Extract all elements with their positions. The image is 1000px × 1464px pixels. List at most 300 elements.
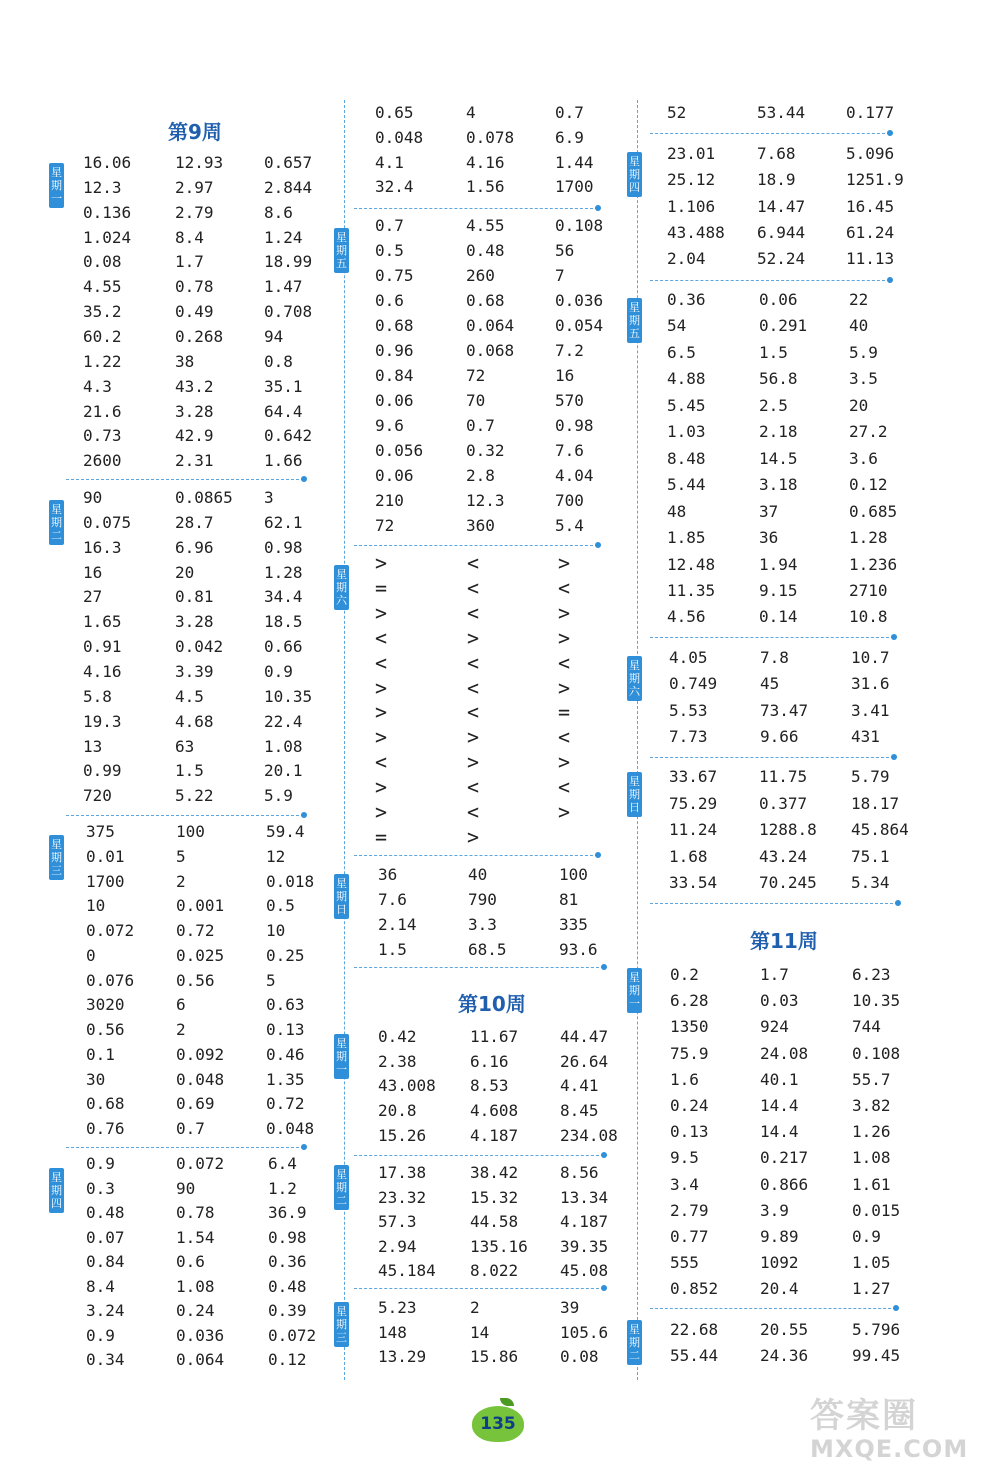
answer-cell: 0.048	[266, 1119, 315, 1138]
answer-cell: 3.18	[759, 475, 798, 495]
answer-cell: 0.56	[86, 1020, 125, 1039]
answer-cell: 1.65	[83, 612, 122, 632]
answer-cell: 22.4	[264, 711, 303, 731]
answer-cell: 52.24	[757, 249, 806, 269]
answer-cell: 0.7	[375, 216, 404, 235]
answer-cell: 1.7	[760, 965, 789, 984]
separator	[66, 815, 304, 816]
answer-cell: 0.25	[266, 945, 305, 965]
answer-cell: 30	[86, 1069, 106, 1089]
answer-cell: 35.2	[83, 302, 122, 322]
answer-cell: 0.06	[759, 290, 798, 309]
answer-cell: 3.24	[86, 1301, 125, 1320]
answer-cell: 4.55	[83, 277, 122, 297]
answer-cell: 0.054	[555, 316, 604, 335]
answer-cell: =	[375, 575, 388, 600]
answer-cell: 11.75	[759, 767, 808, 786]
day-tag-c3-fri: 星期五	[627, 298, 642, 343]
answer-cell: 720	[83, 786, 112, 806]
leaf-icon	[500, 1398, 514, 1406]
answer-cell: 0.9	[852, 1227, 881, 1246]
answer-cell: >	[558, 600, 571, 625]
answer-cell: 19.3	[83, 711, 122, 731]
answer-cell: 0.9	[86, 1325, 115, 1345]
answer-cell: 52	[667, 103, 687, 122]
answer-cell: 0.072	[268, 1325, 317, 1345]
answer-cell: 335	[559, 915, 588, 934]
answer-cell: 2.31	[175, 451, 214, 471]
answer-cell: 0.5	[375, 241, 404, 260]
answer-cell: 20	[849, 395, 869, 415]
separator	[66, 1147, 304, 1148]
answer-cell: 2.79	[175, 202, 214, 222]
answer-cell: 8.45	[560, 1101, 599, 1121]
answer-cell: 55.44	[670, 1346, 719, 1366]
answer-cell: 0.064	[176, 1350, 225, 1369]
answer-cell: 6.5	[667, 342, 696, 362]
answer-cell: 38.42	[470, 1163, 519, 1182]
answer-cell: 1.08	[176, 1276, 215, 1296]
answer-cell: >	[467, 625, 480, 650]
answer-cell: 2.97	[175, 177, 214, 197]
answer-cell: 0.6	[375, 291, 404, 310]
answer-cell: 148	[378, 1322, 407, 1342]
watermark-line1: 答案圈	[810, 1396, 918, 1436]
answer-cell: 4.05	[669, 648, 708, 667]
answer-cell: 20.1	[264, 761, 303, 781]
answer-cell: 0.1	[86, 1044, 115, 1064]
answer-cell: <	[558, 725, 571, 750]
answer-cell: >	[375, 725, 388, 750]
answer-cell: 70	[466, 391, 486, 410]
answer-cell: 5.8	[83, 686, 112, 706]
answer-cell: 2	[176, 1020, 186, 1039]
answer-cell: 36	[759, 528, 779, 548]
answer-cell: 4.68	[175, 711, 214, 731]
answer-cell: 60.2	[83, 326, 122, 346]
answer-cell: 1.44	[555, 152, 594, 172]
answer-cell: 1.6	[670, 1069, 699, 1089]
answer-cell: 0.068	[466, 341, 515, 360]
answer-cell: 45	[760, 674, 780, 694]
answer-cell: 0.078	[466, 127, 515, 147]
answer-cell: 0.08	[83, 252, 122, 272]
answer-cell: 1.85	[667, 528, 706, 548]
answer-cell: 12	[266, 846, 286, 866]
answer-cell: 9.15	[759, 580, 798, 600]
answer-cell: 1.27	[852, 1279, 891, 1299]
answer-cell: 1700	[86, 871, 125, 891]
answer-cell: 0.84	[375, 366, 414, 385]
answer-cell: 790	[468, 890, 497, 909]
answer-cell: 27.2	[849, 422, 888, 442]
answer-cell: 5.23	[378, 1298, 417, 1317]
answer-cell: 700	[555, 491, 584, 510]
answer-cell: 16.06	[83, 153, 132, 172]
answer-cell: 1.5	[175, 761, 204, 781]
answer-cell: 33.67	[669, 767, 718, 786]
answer-cell: 3.82	[852, 1096, 891, 1115]
answer-cell: 0.98	[264, 537, 303, 557]
answer-cell: 20.55	[760, 1320, 809, 1339]
separator	[650, 757, 894, 758]
answer-cell: 0.291	[759, 316, 808, 336]
answer-cell: 5.44	[667, 475, 706, 495]
separator	[354, 545, 598, 546]
answer-cell: 17.38	[378, 1163, 427, 1182]
answer-cell: >	[467, 725, 480, 750]
answer-cell: 0.24	[176, 1301, 215, 1320]
answer-cell: 0.78	[175, 277, 214, 297]
answer-cell: 210	[375, 491, 404, 510]
answer-cell: 6.28	[670, 991, 709, 1011]
week-10-title: 第10周	[458, 992, 526, 1016]
answer-cell: <	[467, 700, 480, 725]
answer-cell: 0.018	[266, 871, 315, 891]
answer-cell: 68.5	[468, 940, 507, 959]
answer-cell: 31.6	[851, 674, 890, 694]
answer-cell: 72	[466, 366, 486, 385]
answer-cell: 2.18	[759, 422, 798, 442]
answer-cell: 0.01	[86, 846, 125, 866]
answer-cell: 0.9	[86, 1154, 115, 1173]
answer-cell: 0.75	[375, 266, 414, 285]
day-tag-mon: 星期一	[49, 163, 64, 208]
answer-cell: 12.93	[175, 153, 224, 172]
answer-cell: 4.04	[555, 466, 594, 485]
answer-cell: 0.042	[175, 637, 224, 657]
answer-cell: 1.56	[466, 177, 505, 197]
day-tag-w10-tue: 星期二	[334, 1165, 349, 1210]
answer-cell: 18.17	[851, 793, 900, 813]
answer-cell: 0.0865	[175, 488, 233, 507]
answer-cell: 0.76	[86, 1119, 125, 1138]
answer-cell: 0.657	[264, 153, 313, 172]
answer-cell: 0.075	[83, 512, 132, 532]
answer-cell: >	[375, 551, 388, 575]
answer-cell: 0.7	[555, 103, 584, 122]
answer-cell: 11.13	[846, 249, 895, 269]
answer-cell: 0.96	[375, 341, 414, 360]
answer-cell: 0.24	[670, 1096, 709, 1115]
answer-cell: >	[558, 551, 571, 575]
answer-cell: 4.608	[470, 1101, 519, 1121]
answer-cell: 5.4	[555, 516, 584, 535]
answer-cell: 7.6	[378, 890, 407, 909]
answer-cell: 5	[176, 846, 186, 866]
answer-cell: 24.36	[760, 1346, 809, 1366]
answer-cell: 3.28	[175, 401, 214, 421]
answer-cell: 360	[466, 516, 495, 535]
answer-cell: 6.23	[852, 965, 891, 984]
answer-cell: 10	[266, 921, 286, 940]
answer-cell: 2.79	[670, 1200, 709, 1220]
answer-cell: 0.749	[669, 674, 718, 694]
answer-cell: 0.68	[466, 291, 505, 310]
answer-cell: 0.39	[268, 1301, 307, 1320]
answer-cell: 3.41	[851, 700, 890, 720]
answer-cell: 5.096	[846, 144, 895, 163]
answer-cell: 4.56	[667, 607, 706, 627]
answer-cell: 0.708	[264, 302, 313, 322]
answer-cell: 4.5	[175, 686, 204, 706]
answer-cell: 11.35	[667, 580, 716, 600]
week-9-title: 第9周	[168, 120, 222, 144]
answer-cell: 1.024	[83, 227, 132, 247]
answer-cell: 0.8	[264, 351, 293, 371]
answer-cell: <	[467, 575, 480, 600]
answer-cell: 26.64	[560, 1051, 609, 1071]
answer-cell: 0	[86, 945, 96, 965]
separator	[650, 280, 890, 281]
answer-cell: 0.99	[83, 761, 122, 781]
answer-cell: 555	[670, 1253, 699, 1273]
answer-cell: >	[375, 775, 388, 800]
separator	[354, 1288, 604, 1289]
answer-cell: 0.025	[176, 945, 225, 965]
answer-cell: 53.44	[757, 103, 806, 122]
answer-cell: 48	[667, 501, 687, 521]
answer-cell: 3.28	[175, 612, 214, 632]
answer-cell: <	[467, 600, 480, 625]
page-number: 135	[480, 1414, 516, 1434]
answer-cell: 36.9	[268, 1203, 307, 1222]
answer-cell: <	[467, 675, 480, 700]
answer-cell: 2.14	[378, 915, 417, 934]
answer-cell: 4.55	[466, 216, 505, 235]
answer-cell: 1251.9	[846, 170, 904, 190]
answer-cell: 1.35	[266, 1069, 305, 1089]
answer-cell: 0.866	[760, 1174, 809, 1194]
answer-cell: 23.32	[378, 1187, 427, 1207]
answer-cell: 62.1	[264, 512, 303, 532]
answer-cell: 0.72	[176, 921, 215, 940]
answer-cell: 0.48	[86, 1203, 125, 1222]
week-11-title: 第11周	[750, 929, 818, 953]
answer-cell: 7.73	[669, 726, 708, 746]
answer-cell: 135.16	[470, 1236, 528, 1256]
answer-cell: 72	[375, 516, 395, 535]
answer-cell: 16	[83, 562, 103, 582]
separator	[650, 637, 894, 638]
answer-cell: 0.072	[176, 1154, 225, 1173]
answer-cell: 100	[176, 822, 205, 841]
answer-cell: 0.77	[670, 1227, 709, 1246]
answer-cell: 3.4	[670, 1174, 699, 1194]
answer-cell: 10.35	[852, 991, 901, 1011]
answer-cell: 43.008	[378, 1076, 436, 1096]
answer-cell: 14.4	[760, 1122, 799, 1142]
answer-cell: 7.6	[555, 441, 584, 460]
answer-cell: 42.9	[175, 426, 214, 446]
answer-cell: 9.6	[375, 416, 404, 435]
answer-cell: >	[558, 625, 571, 650]
answer-cell: 14.4	[760, 1096, 799, 1115]
answer-cell: 61.24	[846, 222, 895, 242]
separator	[354, 208, 598, 209]
answer-cell: 10.7	[851, 648, 890, 667]
answer-cell: 0.048	[176, 1069, 225, 1089]
answer-cell: 10.8	[849, 607, 888, 627]
answer-cell: 6.9	[555, 127, 584, 147]
answer-cell: 0.108	[555, 216, 604, 235]
answer-cell: 43.488	[667, 222, 725, 242]
answer-cell: >	[558, 800, 571, 824]
answer-cell: 64.4	[264, 401, 303, 421]
answer-cell: 75.1	[851, 846, 890, 866]
answer-cell: <	[375, 650, 388, 675]
answer-cell: 0.65	[375, 103, 414, 122]
answer-cell: 0.072	[86, 921, 135, 940]
answer-cell: 2.38	[378, 1051, 417, 1071]
separator	[354, 1155, 604, 1156]
answer-cell: 0.08	[560, 1347, 599, 1367]
answer-cell: 7.2	[555, 341, 584, 360]
answer-cell: 11.24	[669, 820, 718, 839]
answer-cell: 44.58	[470, 1212, 519, 1232]
answer-cell: 6.96	[175, 537, 214, 557]
answer-cell: 1.5	[759, 342, 788, 362]
answer-cell: 18.99	[264, 252, 313, 272]
answer-cell: 33.54	[669, 873, 718, 892]
answer-cell: 0.98	[268, 1227, 307, 1247]
answer-cell: 22	[849, 290, 869, 309]
answer-cell: 0.048	[375, 127, 424, 147]
answer-cell: 37	[759, 501, 779, 521]
answer-cell: <	[375, 750, 388, 775]
answer-cell: 11.67	[470, 1027, 519, 1046]
answer-cell: 38	[175, 351, 195, 371]
answer-cell: 1.66	[264, 451, 303, 471]
answer-cell: 924	[760, 1017, 789, 1037]
answer-cell: 5.9	[849, 342, 878, 362]
answer-cell: 3.6	[849, 448, 878, 468]
answer-cell: 5.22	[175, 786, 214, 806]
answer-cell: 0.108	[852, 1043, 901, 1063]
answer-cell: 0.7	[176, 1119, 205, 1138]
answer-cell: 4.1	[375, 152, 404, 172]
answer-cell: 16.3	[83, 537, 122, 557]
answer-cell: 1.106	[667, 196, 716, 216]
answer-cell: 15.86	[470, 1347, 519, 1367]
answer-cell: 90	[176, 1178, 196, 1198]
answer-cell: 1.54	[176, 1227, 215, 1247]
answer-cell: 0.852	[670, 1279, 719, 1299]
answer-cell: 1.2	[268, 1178, 297, 1198]
answer-cell: <	[467, 775, 480, 800]
day-tag-fri: 星期五	[334, 228, 349, 273]
answer-cell: 90	[83, 488, 103, 507]
answer-cell: 0.36	[667, 290, 706, 309]
answer-cell: 43.24	[759, 846, 808, 866]
answer-cell: 1700	[555, 177, 594, 197]
answer-cell: 40.1	[760, 1069, 799, 1089]
answer-cell: 7	[555, 266, 565, 285]
separator	[650, 1308, 896, 1309]
answer-cell: 3.3	[468, 915, 497, 934]
answer-cell: 2.5	[759, 395, 788, 415]
answer-cell: 18.5	[264, 612, 303, 632]
answer-cell: 2710	[849, 580, 888, 600]
answer-cell: 0.092	[176, 1044, 225, 1064]
answer-cell: <	[467, 800, 480, 824]
answer-cell: 0.07	[86, 1227, 125, 1247]
answer-cell: 0.9	[264, 661, 293, 681]
page-number-badge	[472, 1400, 524, 1442]
answer-cell: 70.245	[759, 873, 817, 892]
answer-cell: <	[558, 775, 571, 800]
answer-cell: 1.08	[264, 736, 303, 756]
answer-cell: 0.81	[175, 587, 214, 607]
answer-cell: 75.9	[670, 1043, 709, 1063]
answer-cell: 7.8	[760, 648, 789, 667]
answer-cell: =	[375, 824, 388, 849]
separator	[650, 133, 890, 134]
answer-cell: 0.56	[176, 970, 215, 990]
answer-cell: >	[558, 675, 571, 700]
answer-cell: 5.9	[264, 786, 293, 806]
answer-cell: 15.32	[470, 1187, 519, 1207]
answer-cell: 25.12	[667, 170, 716, 190]
answer-cell: 0.03	[760, 991, 799, 1011]
watermark-line2: MXQE.COM	[810, 1435, 969, 1463]
answer-cell: 0.3	[86, 1178, 115, 1198]
answer-cell: 0.001	[176, 896, 225, 916]
answer-cell: 39.35	[560, 1236, 609, 1256]
answer-cell: 5.796	[852, 1320, 901, 1339]
answer-cell: 8.6	[264, 202, 293, 222]
answer-cell: 5.79	[851, 767, 890, 786]
answer-cell: 8.022	[470, 1261, 519, 1281]
answer-cell: 3.5	[849, 369, 878, 389]
answer-cell: 0.49	[175, 302, 214, 322]
answer-cell: 56.8	[759, 369, 798, 389]
column-divider-right	[637, 100, 638, 1380]
answer-cell: 1.22	[83, 351, 122, 371]
answer-cell: >	[375, 700, 388, 725]
answer-cell: 93.6	[559, 940, 598, 959]
answer-cell: 0.177	[846, 103, 895, 122]
answer-cell: 0.015	[852, 1200, 901, 1220]
answer-cell: >	[375, 800, 388, 824]
answer-cell: >	[467, 750, 480, 775]
answer-cell: 1.61	[852, 1174, 891, 1194]
answer-cell: 0.48	[268, 1276, 307, 1296]
answer-cell: 0.42	[378, 1027, 417, 1046]
answer-cell: 5	[266, 970, 276, 990]
answer-cell: 0.6	[176, 1252, 205, 1271]
separator	[354, 855, 598, 856]
day-tag-w11-mon: 星期一	[627, 968, 642, 1013]
answer-cell: >	[375, 675, 388, 700]
answer-cell: 13.29	[378, 1347, 427, 1367]
answer-cell: 14.47	[757, 196, 806, 216]
answer-cell: 16.45	[846, 196, 895, 216]
answer-cell: 9.66	[760, 726, 799, 746]
day-tag-w10-wed: 星期三	[334, 1302, 349, 1347]
answer-cell: 2600	[83, 451, 122, 471]
answer-cell: 6.4	[268, 1154, 297, 1173]
answer-cell: 105.6	[560, 1322, 609, 1342]
answer-cell: 2.8	[466, 466, 495, 485]
answer-cell: 4.16	[83, 661, 122, 681]
answer-cell: 570	[555, 391, 584, 410]
answer-cell: 0.056	[375, 441, 424, 460]
answer-cell: 20.8	[378, 1101, 417, 1121]
answer-cell: 6.16	[470, 1051, 509, 1071]
answer-cell: 260	[466, 266, 495, 285]
answer-cell: 0.68	[86, 1094, 125, 1114]
